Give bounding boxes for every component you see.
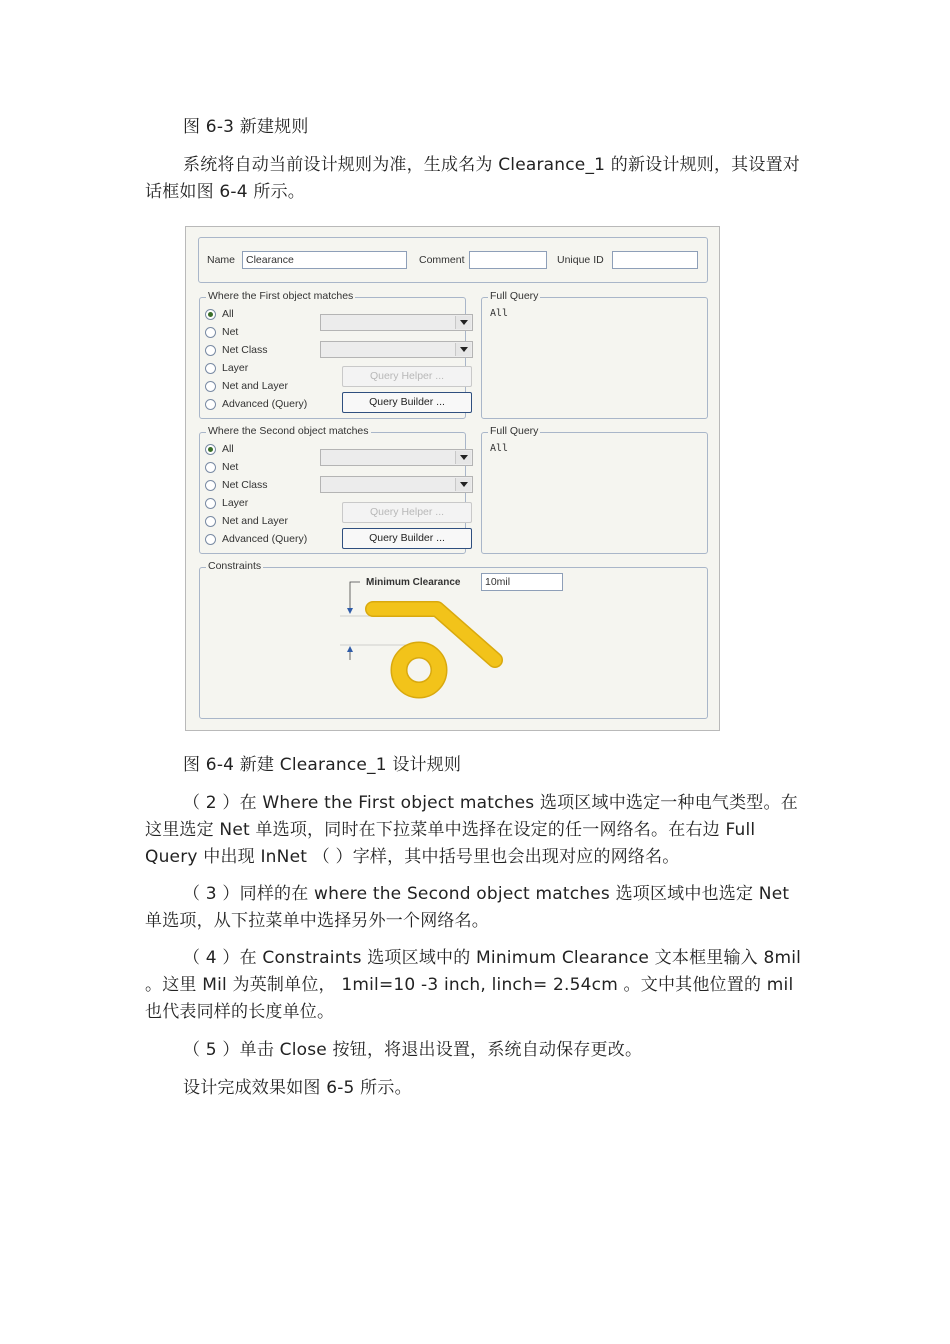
second-net-combo[interactable]: [320, 449, 473, 466]
first-object-title: Where the First object matches: [208, 290, 354, 302]
name-input[interactable]: Clearance: [242, 251, 407, 269]
radio-icon: [205, 363, 216, 374]
radio-icon: [205, 516, 216, 527]
second-object-group: [199, 425, 466, 554]
unique-id-label: Unique ID: [557, 254, 604, 266]
second-query-helper-button[interactable]: Query Helper ...: [342, 502, 472, 523]
radio-icon: [205, 327, 216, 338]
first-radio-net[interactable]: Net: [205, 324, 238, 340]
chevron-down-icon[interactable]: [455, 451, 471, 464]
second-radio-net-class[interactable]: Net Class: [205, 477, 268, 493]
chevron-down-icon[interactable]: [455, 478, 471, 491]
unique-id-input[interactable]: [612, 251, 698, 269]
second-full-query-group: [481, 425, 708, 554]
second-object-title: Where the Second object matches: [208, 425, 369, 437]
radio-icon: [205, 498, 216, 509]
second-radio-advanced[interactable]: Advanced (Query): [205, 531, 307, 547]
full-query-title: Full Query: [490, 290, 539, 302]
first-radio-advanced[interactable]: Advanced (Query): [205, 396, 307, 412]
comment-label: Comment: [419, 254, 465, 266]
chevron-down-icon[interactable]: [455, 343, 471, 356]
rule-header-group: [198, 237, 708, 283]
figure-caption: 图 6-3 新建规则: [183, 117, 309, 137]
full-query-title: Full Query: [490, 425, 539, 437]
second-radio-all[interactable]: All: [205, 441, 234, 457]
radio-icon: [205, 462, 216, 473]
first-radio-net-and-layer[interactable]: Net and Layer: [205, 378, 288, 394]
paragraph: （ 4 ）在 Constraints 选项区域中的 Minimum Clearance 文本框里输入 8mil 。这里 Mil 为英制单位， 1mil=10 -3 inch, linch= 2.54cm 。文中其他位置的 mil 也代表同样的长度单位。: [145, 948, 802, 1022]
clearance-diagram: [330, 568, 530, 718]
dimension-line: [350, 582, 360, 610]
radio-icon: [205, 399, 216, 410]
second-radio-layer[interactable]: Layer: [205, 495, 248, 511]
name-label: Name: [207, 254, 236, 266]
paragraph: 设计完成效果如图 6-5 所示。: [183, 1078, 412, 1098]
min-clearance-input[interactable]: 10mil: [481, 573, 563, 591]
full-query-text[interactable]: All: [490, 443, 509, 454]
paragraph: （ 2 ）在 Where the First object matches 选项区域中选定一种电气类型。在这里选定 Net 单选项，同时在下拉菜单中选择在设定的任一网络名。在右边 Full Query 中出现 InNet （ ）字样，其中括号里也会出现对应的网络名。: [145, 793, 798, 867]
min-clearance-label: Minimum Clearance: [366, 577, 461, 588]
pcb-pad: [399, 650, 439, 690]
radio-icon: [205, 345, 216, 356]
first-net-combo[interactable]: [320, 314, 473, 331]
first-query-helper-button[interactable]: Query Helper ...: [342, 366, 472, 387]
second-radio-net[interactable]: Net: [205, 459, 238, 475]
first-query-builder-button[interactable]: Query Builder ...: [342, 392, 472, 413]
paragraph: （ 5 ）单击 Close 按钮，将退出设置，系统自动保存更改。: [183, 1040, 643, 1060]
comment-input[interactable]: [469, 251, 547, 269]
radio-icon: [205, 381, 216, 392]
first-radio-all[interactable]: All: [205, 306, 234, 322]
first-radio-layer[interactable]: Layer: [205, 360, 248, 376]
radio-selected-icon: [205, 309, 216, 320]
constraints-group: [199, 560, 708, 719]
paragraph: 系统将自动当前设计规则为准，生成名为 Clearance_1 的新设计规则，其设置对话框如图 6-4 所示。: [145, 155, 800, 202]
first-radio-net-class[interactable]: Net Class: [205, 342, 268, 358]
first-full-query-group: [481, 290, 708, 419]
radio-selected-icon: [205, 444, 216, 455]
radio-icon: [205, 534, 216, 545]
radio-icon: [205, 480, 216, 491]
arrow-up-icon: [347, 646, 353, 652]
rule-dialog-figure: [185, 226, 720, 731]
chevron-down-icon[interactable]: [455, 316, 471, 329]
second-query-builder-button[interactable]: Query Builder ...: [342, 528, 472, 549]
constraints-title: Constraints: [208, 560, 262, 572]
arrow-down-icon: [347, 608, 353, 614]
full-query-text[interactable]: All: [490, 308, 509, 319]
paragraph: （ 3 ）同样的在 where the Second object matches 选项区域中也选定 Net 单选项，从下拉菜单中选择另外一个网络名。: [145, 884, 790, 931]
second-radio-net-and-layer[interactable]: Net and Layer: [205, 513, 288, 529]
first-object-group: [199, 290, 466, 419]
first-net-class-combo[interactable]: [320, 341, 473, 358]
figure-caption: 图 6-4 新建 Clearance_1 设计规则: [183, 755, 462, 775]
second-net-class-combo[interactable]: [320, 476, 473, 493]
